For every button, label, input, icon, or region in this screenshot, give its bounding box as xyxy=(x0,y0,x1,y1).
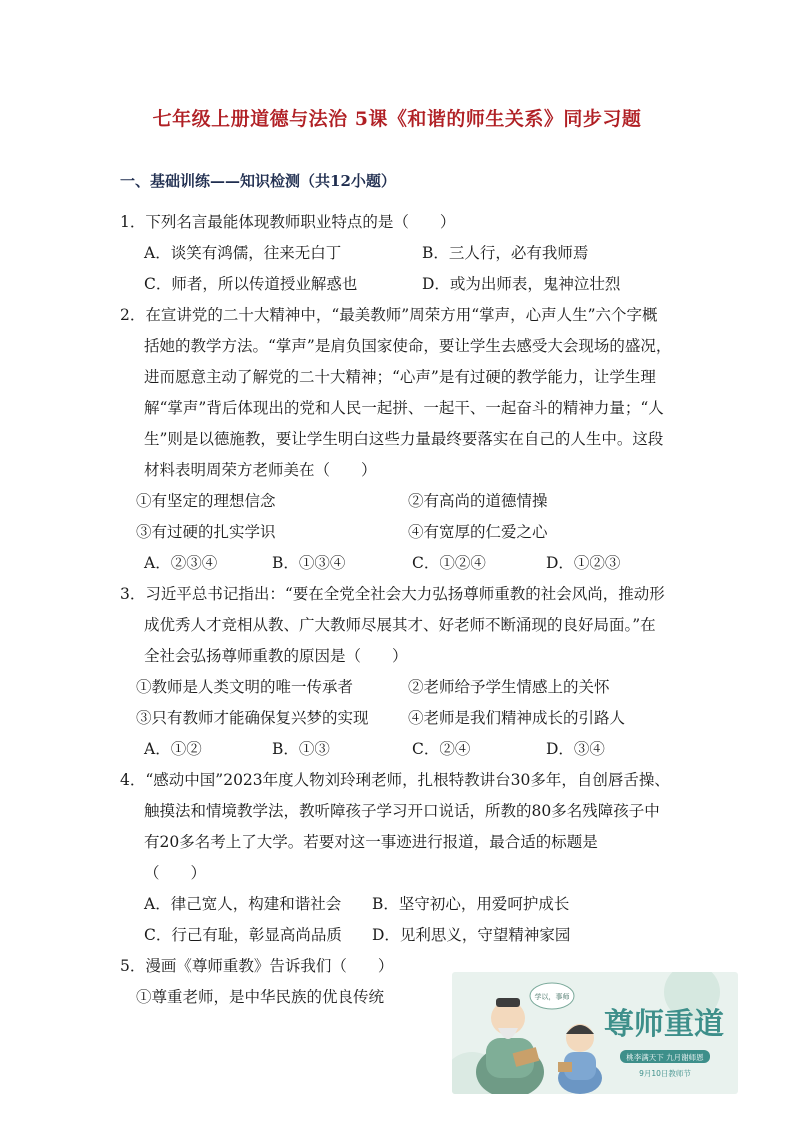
question-stem: 2．在宣讲党的二十大精神中，“最美教师”周荣方用“掌声，心声人生”六个字概 xyxy=(120,306,658,324)
question-stem: 解“掌声”背后体现出的党和人民一起拼、一起干、一起奋斗的精神力量；“人 xyxy=(144,399,664,417)
option-d: D．或为出师表，鬼神泣壮烈 xyxy=(422,275,621,293)
option-c: C．师者，所以传道授业解惑也 xyxy=(144,275,358,293)
question-stem: （ ） xyxy=(144,864,207,882)
option-d: D．①②③ xyxy=(546,554,621,572)
cartoon-date: 9月10日教师节 xyxy=(639,1069,691,1078)
option-d: D．③④ xyxy=(546,740,605,758)
option-b: B．三人行，必有我师焉 xyxy=(422,244,589,262)
option-b: B．①③ xyxy=(272,740,330,758)
option-c: C．②④ xyxy=(412,740,471,758)
question-stem: 5．漫画《尊师重教》告诉我们（ ） xyxy=(120,957,394,975)
respect-teacher-cartoon xyxy=(452,972,738,1094)
statement-2: ②有高尚的道德情操 xyxy=(408,492,548,510)
question-stem: 有20多名考上了大学。若要对这一事迹进行报道，最合适的标题是 xyxy=(144,833,598,851)
page-title: 七年级上册道德与法治 5课《和谐的师生关系》同步习题 xyxy=(152,108,642,130)
question-2 xyxy=(120,300,680,579)
option-a: A．②③④ xyxy=(144,554,218,572)
bubble-text: 学以，事师 xyxy=(534,993,570,1001)
option-c: C．①②④ xyxy=(412,554,486,572)
cartoon-title: 尊师重道 xyxy=(604,1007,724,1042)
statement-1: ①有坚定的理想信念 xyxy=(136,492,276,510)
cartoon-illustration xyxy=(452,972,738,1094)
question-5 xyxy=(120,951,450,1013)
option-c: C．行己有耻，彰显高尚品质 xyxy=(144,926,342,944)
section-heading: 一、基础训练——知识检测（共12小题） xyxy=(120,172,396,190)
question-stem: 进而愿意主动了解党的二十大精神；“心声”是有过硬的教学能力，让学生理 xyxy=(144,368,656,386)
question-stem: 触摸法和情境教学法，教听障孩子学习开口说话，所教的80多名残障孩子中 xyxy=(144,802,660,820)
option-b: B．①③④ xyxy=(272,554,346,572)
question-stem: 生”则是以德施教，要让学生明白这些力量最终要落实在自己的人生中。这段 xyxy=(144,430,664,448)
statement-4: ④有宽厚的仁爱之心 xyxy=(408,523,548,541)
question-stem: 1．下列名言最能体现教师职业特点的是（ ） xyxy=(120,213,456,231)
question-stem: 括她的教学方法。“掌声”是肩负国家使命，要让学生去感受大会现场的盛况， xyxy=(144,337,672,355)
question-4 xyxy=(120,765,680,951)
statement-1: ①教师是人类文明的唯一传承者 xyxy=(136,678,354,696)
cartoon-subtitle: 桃李满天下 九月谢师恩 xyxy=(626,1053,704,1062)
statement-3: ③只有教师才能确保复兴梦的实现 xyxy=(136,709,369,727)
question-stem: 3．习近平总书记指出：“要在全党全社会大力弘扬尊师重教的社会风尚，推动形 xyxy=(120,585,665,603)
question-1 xyxy=(120,207,680,300)
option-b: B．坚守初心，用爱呵护成长 xyxy=(372,895,570,913)
statement-3: ③有过硬的扎实学识 xyxy=(136,523,276,541)
option-a: A．谈笑有鸿儒，往来无白丁 xyxy=(144,244,342,262)
question-3 xyxy=(120,579,680,765)
option-a: A．律己宽人，构建和谐社会 xyxy=(144,895,342,913)
statement-1: ①尊重老师，是中华民族的优良传统 xyxy=(136,988,385,1006)
statement-2: ②老师给予学生情感上的关怀 xyxy=(408,678,610,696)
question-stem: 成优秀人才竞相从教、广大教师尽展其才、好老师不断涌现的良好局面。”在 xyxy=(144,616,656,634)
option-a: A．①② xyxy=(144,740,202,758)
statement-4: ④老师是我们精神成长的引路人 xyxy=(408,709,626,727)
question-stem: 全社会弘扬尊师重教的原因是（ ） xyxy=(144,647,408,665)
question-stem: 材料表明周荣方老师美在（ ） xyxy=(144,461,377,479)
option-d: D．见利思义，守望精神家园 xyxy=(372,926,571,944)
question-stem: 4．“感动中国”2023年度人物刘玲琍老师，扎根特教讲台30多年，自创唇舌操、 xyxy=(120,771,670,789)
